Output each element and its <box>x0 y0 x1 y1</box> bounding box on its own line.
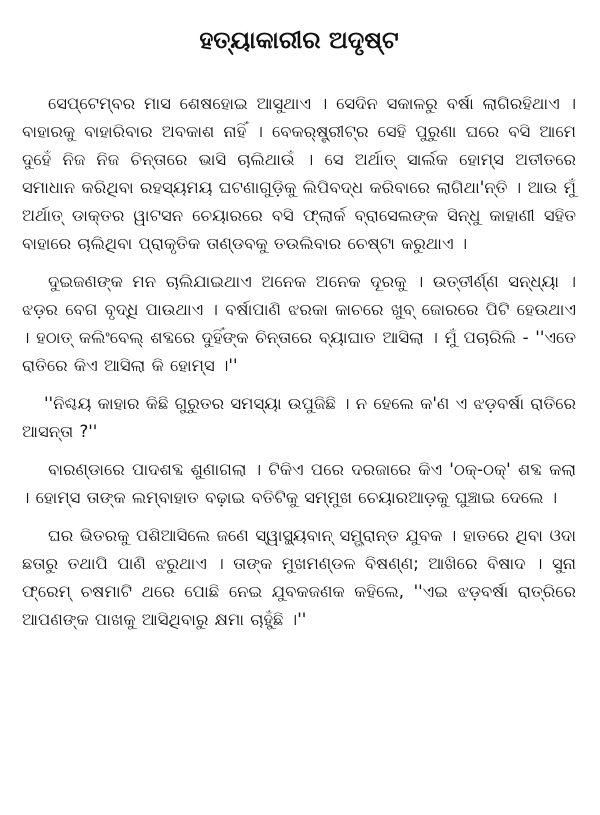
paragraph-4: ବାରଣ୍ଡାରେ ପାଦଶବ୍ଦ ଶୁଣାଗଲା । ଟିକିଏ ପରେ ଦରଜାରେ କିଏ 'ଠକ୍-ଠକ୍' ଶବ୍ଦ କଲା । ହୋମ୍‌ସ ତାଙ୍କ ଲମ୍ବାହାତ ବଢ଼ାଇ ବତିଟିକୁ ସମ୍ମୁଖ ଚେୟାରଆଡ଼କୁ ଘୁଞ୍ଚାଇ ଦେଲେ । <box>22 460 576 507</box>
chapter-title: ହତ୍ୟାକାରୀର ଅଦୃଷ୍ଟ <box>199 26 399 54</box>
paragraph-1: ସେପ୍ଟେମ୍ବର ମାସ ଶେଷହୋଇ ଆସୁଥାଏ । ସେଦିନ ସକାଳରୁ ବର୍ଷା ଲାଗିରହିଥାଏ । ବାହାରକୁ ବାହାରିବାର ଅବକାଶ ନାହିଁ । ବେକର୍‌ଷ୍ଟ୍ରୀଟ୍‌ର ସେହି ପୁରୁଣା ଘରେ ବସି ଆମେ ଦୁହେଁ ନିଜ ନିଜ ଚିନ୍ତାରେ ଭାସି ଚାଲିଥାଉଁ । ସେ ଅର୍ଥାତ୍ ସାର୍ଲକ ହୋମ୍‌ସ ଅତୀତରେ ସମାଧାନ କରିଥିବା ରହସ୍ୟମୟ ଘଟଣାଗୁଡ଼ିକୁ ଲିପିବଦ୍ଧ କରିବାରେ ଲାଗିଥା'ନ୍ତି । ଆଉ ମୁଁ ଅର୍ଥାତ୍ ଡାକ୍ତର ୱାଟସନ ଚେୟାରରେ ବସି ଫ୍ଲାର୍କ ବ୍ରାସେଲଙ୍କ ସିନ୍ଧୁ କାହାଣୀ ସହିତ ବାହାରେ ଚାଲିଥିବା ପ୍ରାକୃତିକ ତାଣ୍ଡବକୁ ତଉଲିବାର ଚେଷ୍ଟା କରୁଥାଏ । <box>22 94 576 253</box>
paragraph-3: ''ନିଶ୍ଚୟ କାହାର କିଛି ଗୁରୁତର ସମସ୍ୟା ଉପୁଜିଛି । ନ ହେଲେ କ'ଣ ଏ ଝଡ଼ବର୍ଷା ରାତିରେ ଆସନ୍ତା ?'' <box>22 394 576 441</box>
paragraph-5: ଘର ଭିତରକୁ ପଶିଆସିଲେ ଜଣେ ସ୍ୱାସ୍ଥ୍ୟବାନ୍ ସମ୍ଭ୍ରାନ୍ତ ଯୁବକ । ହାତରେ ଥିବା ଓଦା ଛତାରୁ ତଥାପି ପାଣି ଝରୁଥାଏ । ତାଙ୍କ ମୁଖମଣ୍ଡଳ ବିଷଣ୍ଣ; ଆଖିରେ ବିଷାଦ । ସୁନା ଫ୍ରେମ୍ ଚଷମାଟି ଥରେ ପୋଛି ନେଇ ଯୁବକଜଣକ କହିଲେ, ''ଏଇ ଝଡ଼ବର୍ଷା ରାତ୍ରିରେ ଆପଣଙ୍କ ପାଖକୁ ଆସିଥିବାରୁ କ୍ଷମା ଚାହୁଁଛି ।'' <box>22 526 576 629</box>
paragraph-2: ଦୁଇଜଣଙ୍କ ମନ ଚାଲିଯାଇଥାଏ ଅନେକ ଅନେକ ଦୂରକୁ । ଉତ୍ତୀର୍ଣ୍ଣ ସନ୍ଧ୍ୟା । ଝଡ଼ର ବେଗ ବୃଦ୍ଧି ପାଉଥାଏ । ବର୍ଷାପାଣି ଝରକା କାଚରେ ଖୁବ୍ ଜୋରରେ ପିଟି ହେଉଥାଏ । ହଠାତ୍ କଲିଂବେଲ୍ ଶବ୍ଦରେ ଦୁହିଁଙ୍କ ଚିନ୍ତାରେ ବ୍ୟାଘାତ ଆସିଲା । ମୁଁ ପଚାରିଲି - ''ଏତେ ରାତିରେ କିଏ ଆସିଲା କି ହୋମ୍‌ସ ।'' <box>22 272 576 375</box>
